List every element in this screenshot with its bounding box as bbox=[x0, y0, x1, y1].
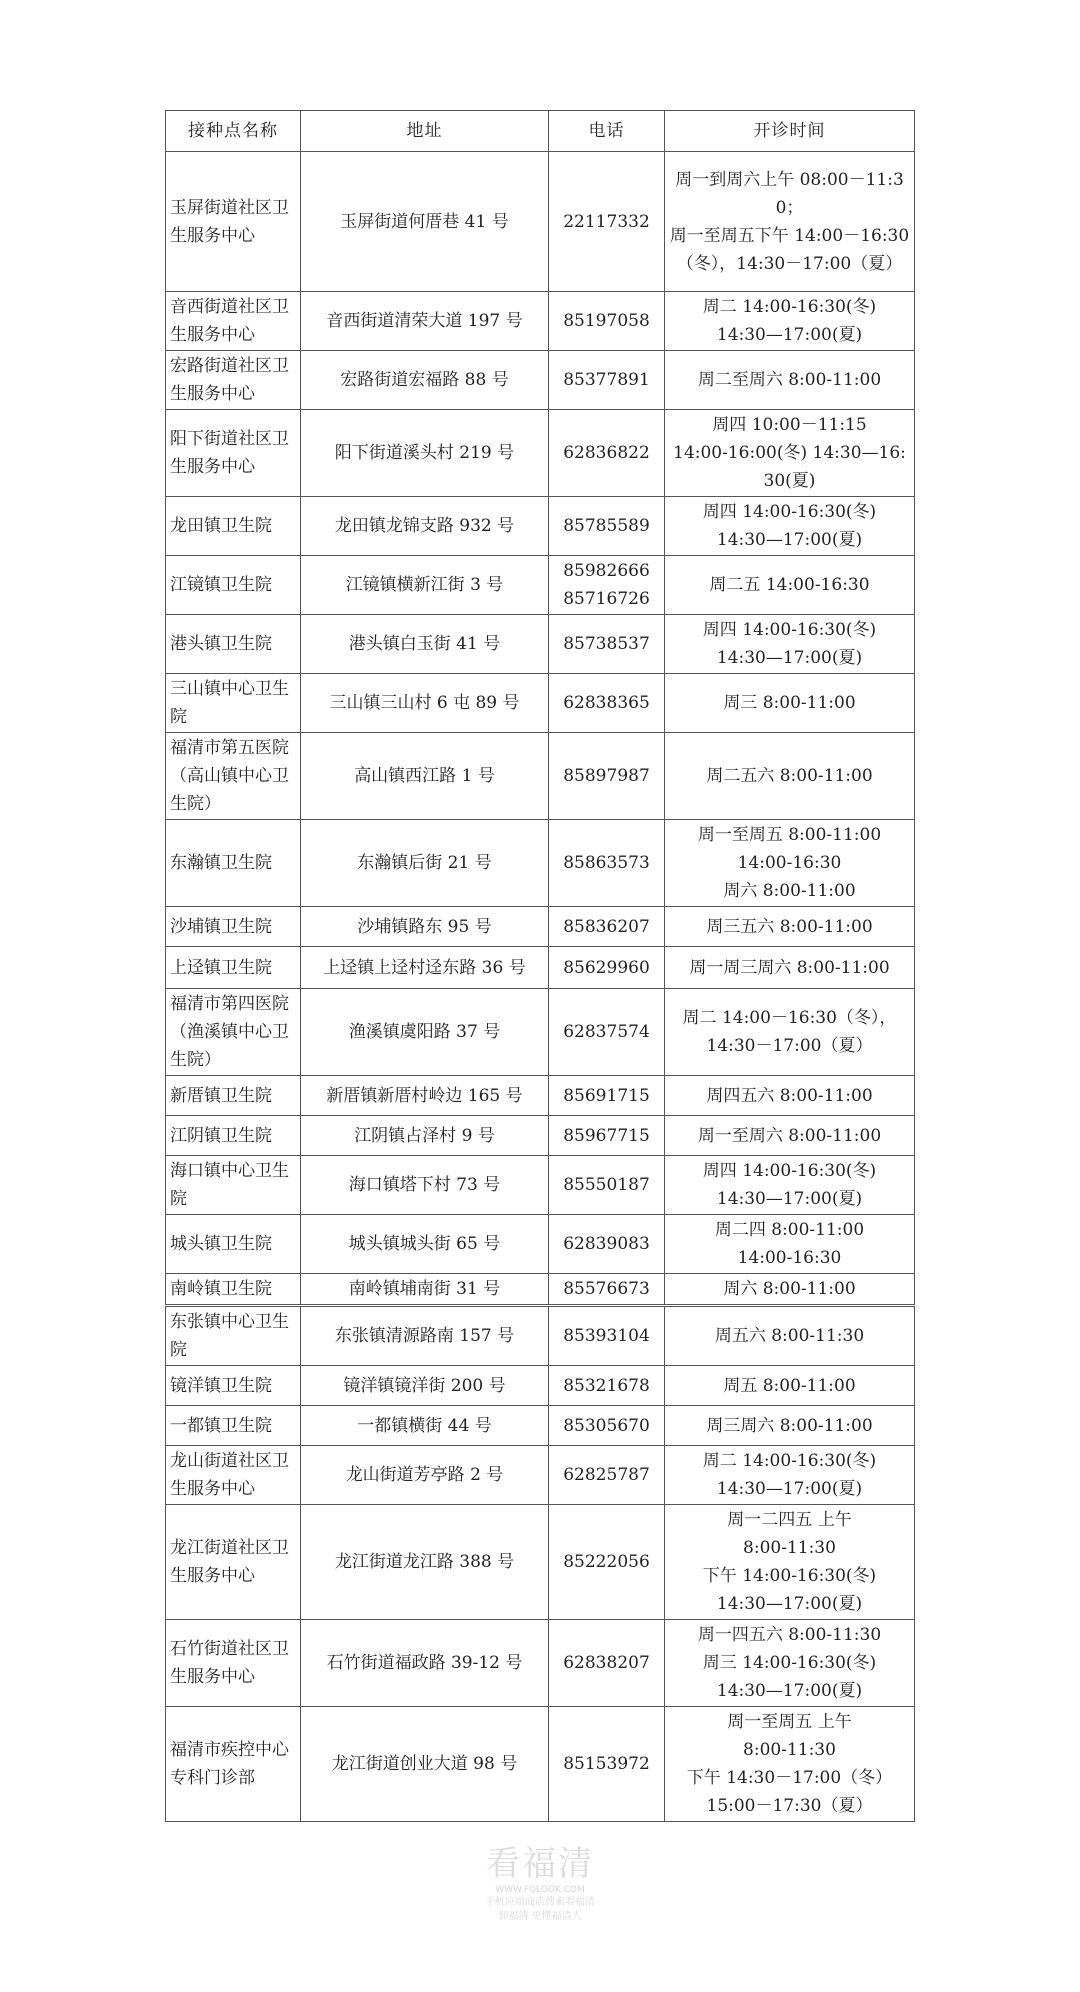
site-name-cell: 港头镇卫生院 bbox=[166, 615, 301, 674]
address-cell: 上迳镇上迳村迳东路 36 号 bbox=[301, 947, 549, 989]
watermark-tagline-2: 知福清 更懂福清人 bbox=[498, 1911, 582, 1922]
phone-cell: 85897987 bbox=[549, 733, 665, 820]
phone-cell: 85738537 bbox=[549, 615, 665, 674]
hours-cell: 周五 8:00-11:00 bbox=[665, 1366, 915, 1406]
site-name-cell: 玉屏街道社区卫生服务中心 bbox=[166, 152, 301, 292]
table-row bbox=[166, 733, 915, 820]
hours-cell: 周一至周五 上午 8:00-11:30 下午 14:30－17:00（冬） 15:00－17:30（夏） bbox=[665, 1707, 915, 1822]
phone-cell: 62837574 bbox=[549, 989, 665, 1076]
table-row bbox=[166, 989, 915, 1076]
phone-cell: 62839083 bbox=[549, 1215, 665, 1274]
hours-cell: 周一四五六 8:00-11:30 周三 14:00-16:30(冬) 14:30—17:00(夏) bbox=[665, 1620, 915, 1707]
site-name-cell: 东瀚镇卫生院 bbox=[166, 820, 301, 907]
phone-cell: 62836822 bbox=[549, 410, 665, 497]
site-name-cell: 宏路街道社区卫生服务中心 bbox=[166, 351, 301, 410]
phone-cell: 85197058 bbox=[549, 292, 665, 351]
table-row bbox=[166, 1156, 915, 1215]
phone-cell: 85836207 bbox=[549, 907, 665, 947]
phone-cell: 62838207 bbox=[549, 1620, 665, 1707]
vaccination-sites-table bbox=[165, 110, 915, 1822]
phone-cell: 85153972 bbox=[549, 1707, 665, 1822]
address-cell: 镜洋镇镜洋街 200 号 bbox=[301, 1366, 549, 1406]
phone-cell: 85982666 85716726 bbox=[549, 556, 665, 615]
phone-cell: 85550187 bbox=[549, 1156, 665, 1215]
phone-cell: 85321678 bbox=[549, 1366, 665, 1406]
hours-cell: 周一到周六上午 08:00－11:30； 周一至周五下午 14:00－16:30（冬），14:30－17:00（夏） bbox=[665, 152, 915, 292]
table-header-row bbox=[166, 111, 915, 152]
header-site-name: 接种点名称 bbox=[166, 111, 301, 152]
hours-cell: 周二 14:00-16:30(冬) 14:30—17:00(夏) bbox=[665, 292, 915, 351]
site-name-cell: 城头镇卫生院 bbox=[166, 1215, 301, 1274]
table-row bbox=[166, 1215, 915, 1274]
site-name-cell: 沙埔镇卫生院 bbox=[166, 907, 301, 947]
table-row bbox=[166, 1620, 915, 1707]
phone-cell: 85863573 bbox=[549, 820, 665, 907]
site-name-cell: 海口镇中心卫生院 bbox=[166, 1156, 301, 1215]
address-cell: 东张镇清源路南 157 号 bbox=[301, 1306, 549, 1366]
hours-cell: 周三五六 8:00-11:00 bbox=[665, 907, 915, 947]
table-row bbox=[166, 1076, 915, 1116]
header-hours: 开诊时间 bbox=[665, 111, 915, 152]
site-name-cell: 镜洋镇卫生院 bbox=[166, 1366, 301, 1406]
phone-cell: 85222056 bbox=[549, 1505, 665, 1620]
hours-cell: 周二至周六 8:00-11:00 bbox=[665, 351, 915, 410]
address-cell: 港头镇白玉街 41 号 bbox=[301, 615, 549, 674]
address-cell: 沙埔镇路东 95 号 bbox=[301, 907, 549, 947]
hours-cell: 周一二四五 上午 8:00-11:30 下午 14:00-16:30(冬) 14:30—17:00(夏) bbox=[665, 1505, 915, 1620]
site-name-cell: 东张镇中心卫生院 bbox=[166, 1306, 301, 1366]
address-cell: 城头镇城头街 65 号 bbox=[301, 1215, 549, 1274]
hours-cell: 周二五 14:00-16:30 bbox=[665, 556, 915, 615]
site-name-cell: 龙江街道社区卫生服务中心 bbox=[166, 1505, 301, 1620]
address-cell: 江阴镇占泽村 9 号 bbox=[301, 1116, 549, 1156]
hours-cell: 周一至周五 8:00-11:00 14:00-16:30 周六 8:00-11:00 bbox=[665, 820, 915, 907]
hours-cell: 周四 14:00-16:30(冬) 14:30—17:00(夏) bbox=[665, 1156, 915, 1215]
hours-cell: 周五六 8:00-11:30 bbox=[665, 1306, 915, 1366]
site-name-cell: 三山镇中心卫生院 bbox=[166, 674, 301, 733]
site-name-cell: 南岭镇卫生院 bbox=[166, 1274, 301, 1306]
watermark-tagline: 手机应用商店搜索看福清 bbox=[485, 1897, 595, 1908]
address-cell: 渔溪镇虞阳路 37 号 bbox=[301, 989, 549, 1076]
hours-cell: 周一至周六 8:00-11:00 bbox=[665, 1116, 915, 1156]
phone-cell: 85393104 bbox=[549, 1306, 665, 1366]
site-name-cell: 音西街道社区卫生服务中心 bbox=[166, 292, 301, 351]
site-name-cell: 福清市第四医院（渔溪镇中心卫生院） bbox=[166, 989, 301, 1076]
phone-cell: 85377891 bbox=[549, 351, 665, 410]
phone-cell: 85629960 bbox=[549, 947, 665, 989]
phone-cell: 85691715 bbox=[549, 1076, 665, 1116]
phone-cell: 85305670 bbox=[549, 1406, 665, 1446]
address-cell: 石竹街道福政路 39-12 号 bbox=[301, 1620, 549, 1707]
address-cell: 龙山街道芳亭路 2 号 bbox=[301, 1446, 549, 1505]
phone-cell: 85576673 bbox=[549, 1274, 665, 1306]
table-row bbox=[166, 152, 915, 292]
address-cell: 玉屏街道何厝巷 41 号 bbox=[301, 152, 549, 292]
address-cell: 江镜镇横新江街 3 号 bbox=[301, 556, 549, 615]
watermark-url: WWW.FQLOOK.COM bbox=[495, 1885, 585, 1895]
watermark-logo: 看福清 bbox=[486, 1844, 594, 1884]
site-name-cell: 石竹街道社区卫生服务中心 bbox=[166, 1620, 301, 1707]
site-name-cell: 龙山街道社区卫生服务中心 bbox=[166, 1446, 301, 1505]
table-row bbox=[166, 907, 915, 947]
site-name-cell: 福清市疾控中心专科门诊部 bbox=[166, 1707, 301, 1822]
site-name-cell: 上迳镇卫生院 bbox=[166, 947, 301, 989]
address-cell: 龙江街道龙江路 388 号 bbox=[301, 1505, 549, 1620]
site-name-cell: 一都镇卫生院 bbox=[166, 1406, 301, 1446]
address-cell: 阳下街道溪头村 219 号 bbox=[301, 410, 549, 497]
header-address: 地址 bbox=[301, 111, 549, 152]
table-body bbox=[166, 152, 915, 1822]
site-name-cell: 福清市第五医院（高山镇中心卫生院） bbox=[166, 733, 301, 820]
address-cell: 一都镇横街 44 号 bbox=[301, 1406, 549, 1446]
hours-cell: 周二五六 8:00-11:00 bbox=[665, 733, 915, 820]
hours-cell: 周二四 8:00-11:00 14:00-16:30 bbox=[665, 1215, 915, 1274]
table-row bbox=[166, 292, 915, 351]
phone-cell: 62838365 bbox=[549, 674, 665, 733]
table-row bbox=[166, 497, 915, 556]
header-phone: 电话 bbox=[549, 111, 665, 152]
phone-cell: 62825787 bbox=[549, 1446, 665, 1505]
hours-cell: 周四 10:00－11:15 14:00-16:00(冬) 14:30—16:30(夏) bbox=[665, 410, 915, 497]
hours-cell: 周三 8:00-11:00 bbox=[665, 674, 915, 733]
table-row bbox=[166, 820, 915, 907]
hours-cell: 周三周六 8:00-11:00 bbox=[665, 1406, 915, 1446]
address-cell: 新厝镇新厝村岭边 165 号 bbox=[301, 1076, 549, 1116]
table-row bbox=[166, 947, 915, 989]
phone-cell: 22117332 bbox=[549, 152, 665, 292]
table-row bbox=[166, 1116, 915, 1156]
hours-cell: 周四 14:00-16:30(冬) 14:30—17:00(夏) bbox=[665, 615, 915, 674]
table-row bbox=[166, 1505, 915, 1620]
table-row bbox=[166, 1306, 915, 1366]
table-row bbox=[166, 1406, 915, 1446]
address-cell: 宏路街道宏福路 88 号 bbox=[301, 351, 549, 410]
site-name-cell: 江阴镇卫生院 bbox=[166, 1116, 301, 1156]
hours-cell: 周一周三周六 8:00-11:00 bbox=[665, 947, 915, 989]
hours-cell: 周四 14:00-16:30(冬) 14:30—17:00(夏) bbox=[665, 497, 915, 556]
table-row bbox=[166, 1274, 915, 1306]
site-name-cell: 龙田镇卫生院 bbox=[166, 497, 301, 556]
site-name-cell: 新厝镇卫生院 bbox=[166, 1076, 301, 1116]
site-name-cell: 阳下街道社区卫生服务中心 bbox=[166, 410, 301, 497]
address-cell: 龙田镇龙锦支路 932 号 bbox=[301, 497, 549, 556]
hours-cell: 周六 8:00-11:00 bbox=[665, 1274, 915, 1306]
address-cell: 东瀚镇后街 21 号 bbox=[301, 820, 549, 907]
address-cell: 三山镇三山村 6 屯 89 号 bbox=[301, 674, 549, 733]
table-row bbox=[166, 674, 915, 733]
table-row bbox=[166, 1366, 915, 1406]
address-cell: 高山镇西江路 1 号 bbox=[301, 733, 549, 820]
table-row bbox=[166, 410, 915, 497]
table-row bbox=[166, 351, 915, 410]
address-cell: 龙江街道创业大道 98 号 bbox=[301, 1707, 549, 1822]
table-row bbox=[166, 615, 915, 674]
address-cell: 音西街道清荣大道 197 号 bbox=[301, 292, 549, 351]
watermark bbox=[420, 1844, 660, 1924]
phone-cell: 85785589 bbox=[549, 497, 665, 556]
hours-cell: 周二 14:00－16:30（冬）， 14:30－17:00（夏） bbox=[665, 989, 915, 1076]
phone-cell: 85967715 bbox=[549, 1116, 665, 1156]
hours-cell: 周二 14:00-16:30(冬) 14:30—17:00(夏) bbox=[665, 1446, 915, 1505]
table-row bbox=[166, 1446, 915, 1505]
table-row bbox=[166, 1707, 915, 1822]
address-cell: 南岭镇埔南街 31 号 bbox=[301, 1274, 549, 1306]
site-name-cell: 江镜镇卫生院 bbox=[166, 556, 301, 615]
hours-cell: 周四五六 8:00-11:00 bbox=[665, 1076, 915, 1116]
table-row bbox=[166, 556, 915, 615]
address-cell: 海口镇塔下村 73 号 bbox=[301, 1156, 549, 1215]
